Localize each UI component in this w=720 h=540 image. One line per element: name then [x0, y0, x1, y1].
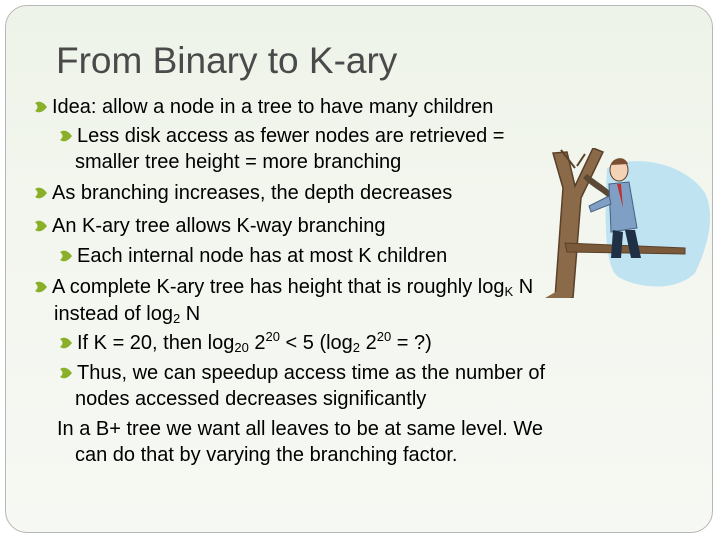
bullet-arrow-icon [59, 336, 74, 350]
line-text: As branching increases, the depth decreases [52, 182, 453, 204]
bullet-line-1 [34, 95, 493, 119]
bullet-arrow-icon [34, 219, 49, 233]
log-base-k: K [504, 284, 514, 299]
exponent-20: 20 [265, 329, 280, 344]
line-text: Less disk access as fewer nodes are retrieved = [77, 125, 505, 147]
line-text: An K-ary tree allows K-way branching [52, 215, 386, 237]
slide-title: From Binary to K-ary [56, 40, 398, 81]
line-text: If K = 20, then log [77, 332, 235, 354]
continuation-line-8 [54, 302, 200, 326]
line-text: < 5 (log [279, 332, 353, 354]
line-text: Each internal node has at most K children [77, 245, 448, 267]
bullet-arrow-icon [59, 249, 74, 263]
bullet-line-10 [59, 361, 545, 385]
line-text: Idea: allow a node in a tree to have many children [52, 96, 494, 118]
log-base-20: 20 [234, 340, 249, 355]
text-line-12: In a B+ tree we want all leaves to be at same level. We [57, 418, 543, 440]
continuation-line-11: nodes accessed decreases significantly [75, 388, 427, 410]
bullet-line-2 [59, 124, 504, 148]
bullet-line-6 [59, 244, 447, 268]
man-on-tree-illustration [545, 148, 715, 298]
bullet-arrow-icon [34, 186, 49, 200]
bullet-line-9 [59, 331, 432, 355]
bullet-arrow-icon [34, 100, 49, 114]
line-text: N [180, 303, 201, 325]
line-text: 2 [248, 332, 266, 354]
bullet-line-5 [34, 214, 385, 238]
line-text: N [513, 276, 534, 298]
line-text: Thus, we can speedup access time as the number of [77, 362, 546, 384]
continuation-line-3: smaller tree height = more branching [75, 151, 402, 173]
line-text: A complete K-ary tree has height that is roughly log [52, 276, 505, 298]
bullet-arrow-icon [59, 129, 74, 143]
bullet-arrow-icon [59, 366, 74, 380]
exponent-20: 20 [376, 329, 392, 344]
line-text: 2 [360, 332, 377, 354]
log-base-2: 2 [172, 311, 181, 326]
bullet-arrow-icon [34, 280, 49, 294]
log-base-2: 2 [352, 340, 361, 355]
continuation-line-13: can do that by varying the branching factor. [75, 444, 458, 466]
line-text: = ?) [391, 332, 432, 354]
bullet-line-7 [34, 275, 533, 299]
line-text: instead of log [54, 303, 173, 325]
bullet-line-4 [34, 181, 452, 205]
